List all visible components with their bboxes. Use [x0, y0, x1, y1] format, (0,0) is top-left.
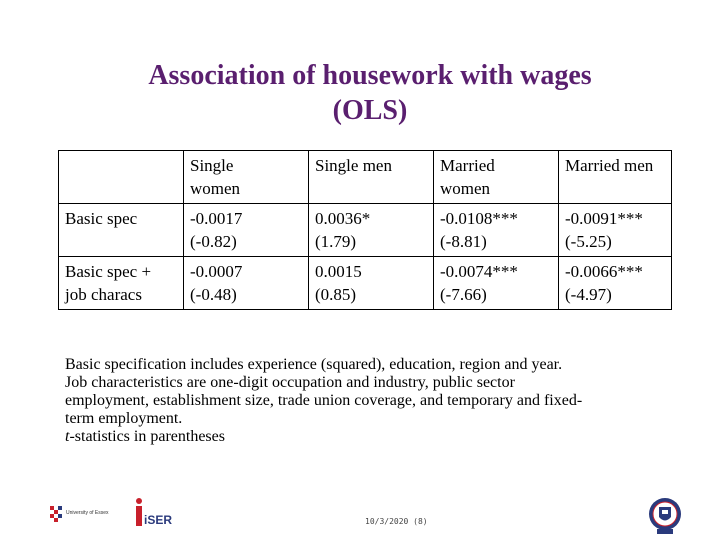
t-statistic: (-4.97) — [565, 285, 612, 304]
coefficient: -0.0007 — [190, 262, 243, 281]
note-line: Job characteristics are one-digit occupation and industry, public sector — [65, 374, 515, 391]
header-cell-married-men — [559, 151, 672, 204]
crest-icon — [648, 497, 682, 535]
coefficient: -0.0017 — [190, 209, 243, 228]
coefficient: -0.0074*** — [440, 262, 518, 281]
t-letter: t — [65, 428, 70, 445]
header-cell-married-women — [434, 151, 559, 204]
t-statistic: (1.79) — [315, 232, 357, 251]
note-line: employment, establishment size, trade union coverage, and temporary and fixed- — [65, 392, 583, 409]
header-text: Married men — [565, 156, 654, 175]
table-row-basic-spec — [59, 204, 672, 257]
iser-logo — [133, 497, 173, 534]
table-cell — [559, 257, 672, 310]
table-cell — [184, 257, 309, 310]
row-label — [59, 257, 184, 310]
note-line: Basic specification includes experience (squared), education, region and year. — [65, 356, 563, 373]
note-line: term employment. — [65, 410, 183, 427]
table-cell — [434, 257, 559, 310]
coefficient: -0.0066*** — [565, 262, 643, 281]
iser-logo-text: iSER — [144, 513, 173, 527]
slide-title-line-1: Association of housework with wages — [148, 60, 592, 91]
slide-date: 10/3/2020 (8) — [365, 517, 428, 526]
t-statistic: (-5.25) — [565, 232, 612, 251]
header-cell-single-women — [184, 151, 309, 204]
table-cell — [309, 204, 434, 257]
header-text: Single men — [315, 156, 392, 175]
header-cell-empty — [59, 151, 184, 204]
header-text: women — [190, 179, 241, 198]
table-cell — [559, 204, 672, 257]
t-statistic: (-7.66) — [440, 285, 487, 304]
university-logo-text: University of Essex — [66, 510, 109, 516]
oxford-crest — [648, 497, 682, 540]
t-statistic: (-0.82) — [190, 232, 237, 251]
note-line-tstat — [65, 428, 665, 446]
header-text: Single — [190, 156, 234, 175]
table-cell — [184, 204, 309, 257]
coefficient: 0.0036* — [315, 209, 371, 228]
header-text: women — [440, 179, 491, 198]
row-label-text: Basic spec — [65, 209, 138, 228]
row-label-text: Basic spec + — [65, 262, 152, 281]
coefficient: -0.0108*** — [440, 209, 518, 228]
t-statistic: (-0.48) — [190, 285, 237, 304]
t-statistic: (-8.81) — [440, 232, 487, 251]
header-text: Married — [440, 156, 495, 175]
table-cell — [434, 204, 559, 257]
slide-title-line-2: (OLS) — [332, 95, 408, 126]
table-notes — [65, 356, 665, 446]
coefficient: 0.0015 — [315, 262, 362, 281]
university-logo — [50, 504, 128, 531]
table-row-basic-spec-job-characs — [59, 257, 672, 310]
slide-title — [60, 58, 680, 128]
row-label — [59, 204, 184, 257]
results-table — [58, 150, 672, 310]
note-text: -statistics in parentheses — [69, 428, 225, 445]
table-cell — [309, 257, 434, 310]
row-label-text: job characs — [65, 285, 142, 304]
t-statistic: (0.85) — [315, 285, 357, 304]
header-row — [59, 151, 672, 204]
coefficient: -0.0091*** — [565, 209, 643, 228]
header-cell-single-men — [309, 151, 434, 204]
